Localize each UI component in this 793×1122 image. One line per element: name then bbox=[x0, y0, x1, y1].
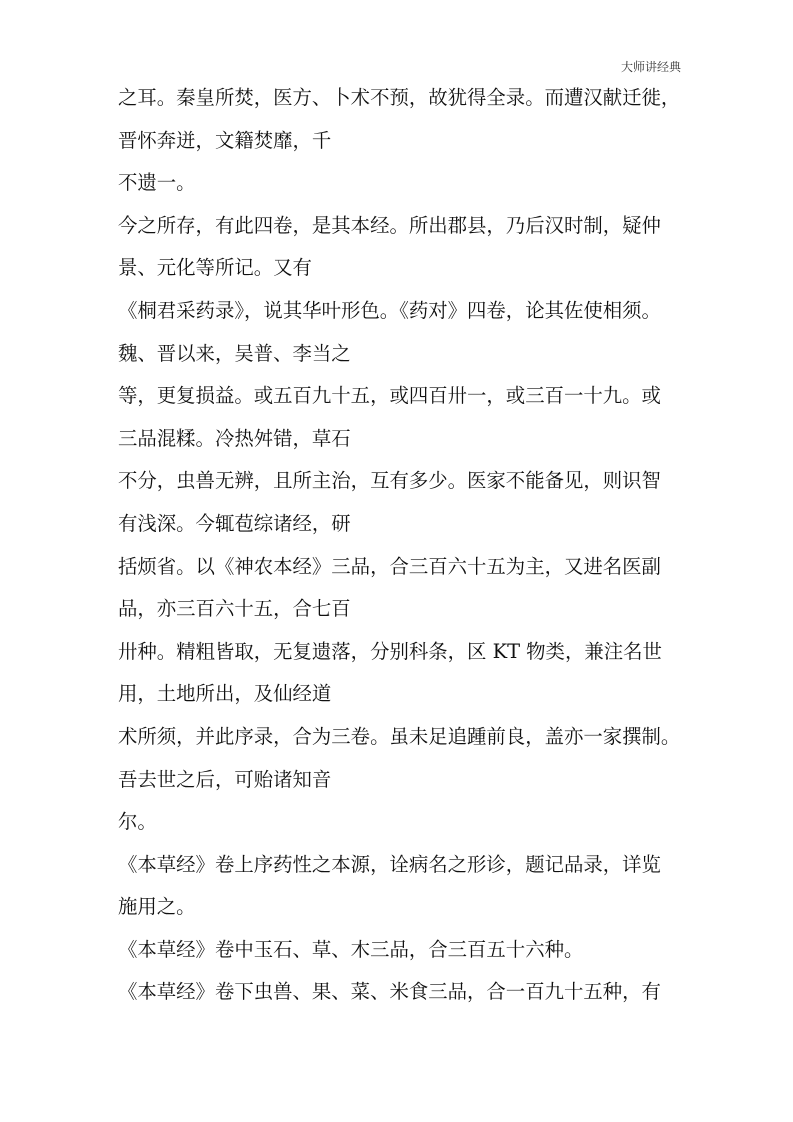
text-line: 魏、晋以来，吴普、李当之 bbox=[118, 341, 351, 365]
text-line: 景、元化等所记。又有 bbox=[118, 256, 312, 280]
text-line: 今之所存，有此四卷，是其本经。所出郡县，乃后汉时制，疑仲 bbox=[118, 213, 661, 237]
text-line: 《桐君采药录》，说其华叶形色。《药对》四卷，论其佐使相须。 bbox=[118, 298, 661, 322]
text-line: 术所须，并此序录，合为三卷。虽未足追踵前良，盖亦一家撰制。 bbox=[118, 724, 681, 748]
page-header: 大师讲经典 bbox=[620, 60, 681, 74]
text-line: 括烦省。以《神农本经》三品，合三百六十五为主，又进名医副 bbox=[118, 554, 661, 578]
text-line: 等，更复损益。或五百九十五，或四百卅一，或三百一十九。或 bbox=[118, 384, 661, 408]
text-line: 不遗一。 bbox=[118, 171, 196, 195]
text-line: 卅种。精粗皆取，无复遗落，分别科条，区 KT 物类，兼注名世 bbox=[118, 639, 662, 663]
text-line: 不分，虫兽无辨，且所主治，互有多少。医家不能备见，则识智 bbox=[118, 469, 661, 493]
text-line: 三品混糅。冷热舛错，草石 bbox=[118, 426, 351, 450]
text-line: 品，亦三百六十五，合七百 bbox=[118, 597, 351, 621]
document-body bbox=[118, 77, 688, 1014]
text-line: 尔。 bbox=[118, 810, 157, 834]
text-line: 用，土地所出，及仙经道 bbox=[118, 682, 332, 706]
text-line: 施用之。 bbox=[118, 895, 196, 919]
text-line: 《本草经》卷中玉石、草、木三品，合三百五十六种。 bbox=[118, 937, 584, 961]
text-line: 之耳。秦皇所焚，医方、卜术不预，故犹得全录。而遭汉献迁徙， bbox=[118, 86, 681, 109]
text-line: 有浅深。今辄苞综诸经，研 bbox=[118, 511, 351, 535]
text-line: 《本草经》卷上序药性之本源，诠病名之形诊，题记品录，详览 bbox=[118, 852, 661, 876]
text-line: 晋怀奔迸，文籍焚靡，千 bbox=[118, 128, 332, 152]
text-line: 吾去世之后，可贻诸知音 bbox=[118, 767, 332, 791]
text-line: 《本草经》卷下虫兽、果、菜、米食三品，合一百九十五种，有 bbox=[118, 980, 661, 1004]
